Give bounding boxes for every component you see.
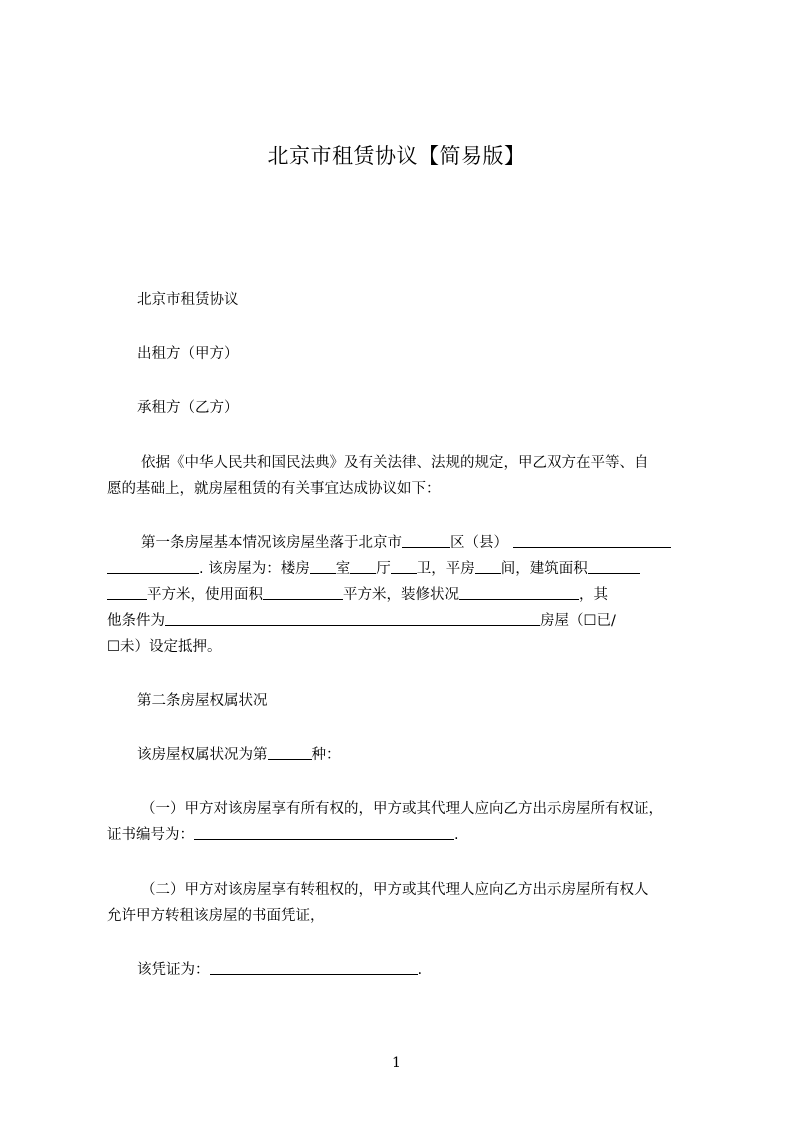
ownership-type-blank bbox=[268, 744, 312, 760]
ownership-item-1-line-2 bbox=[107, 822, 699, 848]
voucher-line bbox=[107, 957, 729, 983]
ownership-status-line bbox=[107, 742, 729, 768]
article-1-paragraph bbox=[107, 530, 699, 660]
ownership-status-text: 该房屋权属状况为第 bbox=[137, 747, 268, 763]
article-1-text: . 该房屋为：楼房 bbox=[199, 561, 310, 577]
article-1-text: 厅 bbox=[376, 561, 391, 577]
voucher-blank bbox=[210, 959, 418, 975]
lessee-label: 承租方（乙方） bbox=[137, 400, 239, 416]
voucher-label: 该凭证为： bbox=[137, 962, 210, 978]
certificate-number-blank bbox=[194, 824, 454, 840]
building-area-blank bbox=[588, 558, 640, 574]
voucher-period: . bbox=[417, 962, 423, 978]
decoration-status-blank bbox=[459, 584, 579, 600]
other-conditions-blank bbox=[165, 610, 540, 626]
bungalow-rooms-blank bbox=[475, 558, 501, 574]
preamble-line-2: 愿的基础上，就房屋租赁的有关事宜达成协议如下： bbox=[107, 481, 441, 497]
article-1-line-4 bbox=[107, 608, 699, 634]
article-1-text: 他条件为 bbox=[107, 613, 165, 629]
certificate-label: 证书编号为： bbox=[107, 827, 194, 843]
ownership-item-2 bbox=[107, 877, 699, 929]
ownership-item-2-line-2: 允许甲方转租该房屋的书面凭证， bbox=[107, 908, 325, 924]
article-1-text: ，其 bbox=[579, 587, 608, 603]
article-2-heading: 第二条房屋权属状况 bbox=[137, 693, 268, 709]
district-blank bbox=[402, 532, 450, 548]
document-title: 北京市租赁协议【简易版】 bbox=[267, 144, 526, 168]
agreement-subtitle: 北京市租赁协议 bbox=[137, 292, 239, 308]
article-1-text: 第一条房屋基本情况该房屋坐落于北京市 bbox=[141, 535, 402, 551]
preamble-paragraph bbox=[107, 450, 699, 502]
hall-count-blank bbox=[350, 558, 376, 574]
article-1-text: 间，建筑面积 bbox=[500, 561, 588, 577]
usable-area-blank bbox=[263, 584, 343, 600]
address-blank-continued bbox=[107, 558, 199, 574]
address-blank bbox=[513, 532, 671, 548]
ownership-item-2-line-1: （二）甲方对该房屋享有转租权的，甲方或其代理人应向乙方出示房屋所有权人 bbox=[141, 882, 649, 898]
page-number: 1 bbox=[392, 1055, 401, 1071]
article-1-text: 卫，平房 bbox=[416, 561, 475, 577]
article-1-line-2 bbox=[107, 556, 699, 582]
certificate-period: . bbox=[454, 827, 459, 843]
article-1-text: 平方米，使用面积 bbox=[147, 587, 263, 603]
ownership-item-1-line-1: （一）甲方对该房屋享有所有权的，甲方或其代理人应向乙方出示房屋所有权证， bbox=[141, 801, 663, 817]
ownership-status-text: 种： bbox=[311, 747, 341, 763]
article-1-line-5 bbox=[107, 634, 699, 660]
article-1-text: 区（县） bbox=[450, 535, 508, 551]
article-1-line-3 bbox=[107, 582, 699, 608]
building-area-blank-continued bbox=[107, 584, 147, 600]
article-1-text: 平方米，装修状况 bbox=[343, 587, 459, 603]
mortgage-status-text: ☐未）设定抵押。 bbox=[107, 639, 222, 655]
article-1-line-1 bbox=[107, 530, 699, 556]
preamble-line-1: 依据《中华人民共和国民法典》及有关法律、法规的规定，甲乙双方在平等、自 bbox=[141, 455, 649, 471]
article-1-text: 室 bbox=[335, 561, 351, 577]
room-count-blank bbox=[310, 558, 336, 574]
lessor-label: 出租方（甲方） bbox=[137, 346, 239, 362]
bathroom-count-blank bbox=[391, 558, 417, 574]
article-1-text: 房屋（☐已/ bbox=[540, 613, 616, 629]
ownership-item-1 bbox=[107, 796, 699, 848]
